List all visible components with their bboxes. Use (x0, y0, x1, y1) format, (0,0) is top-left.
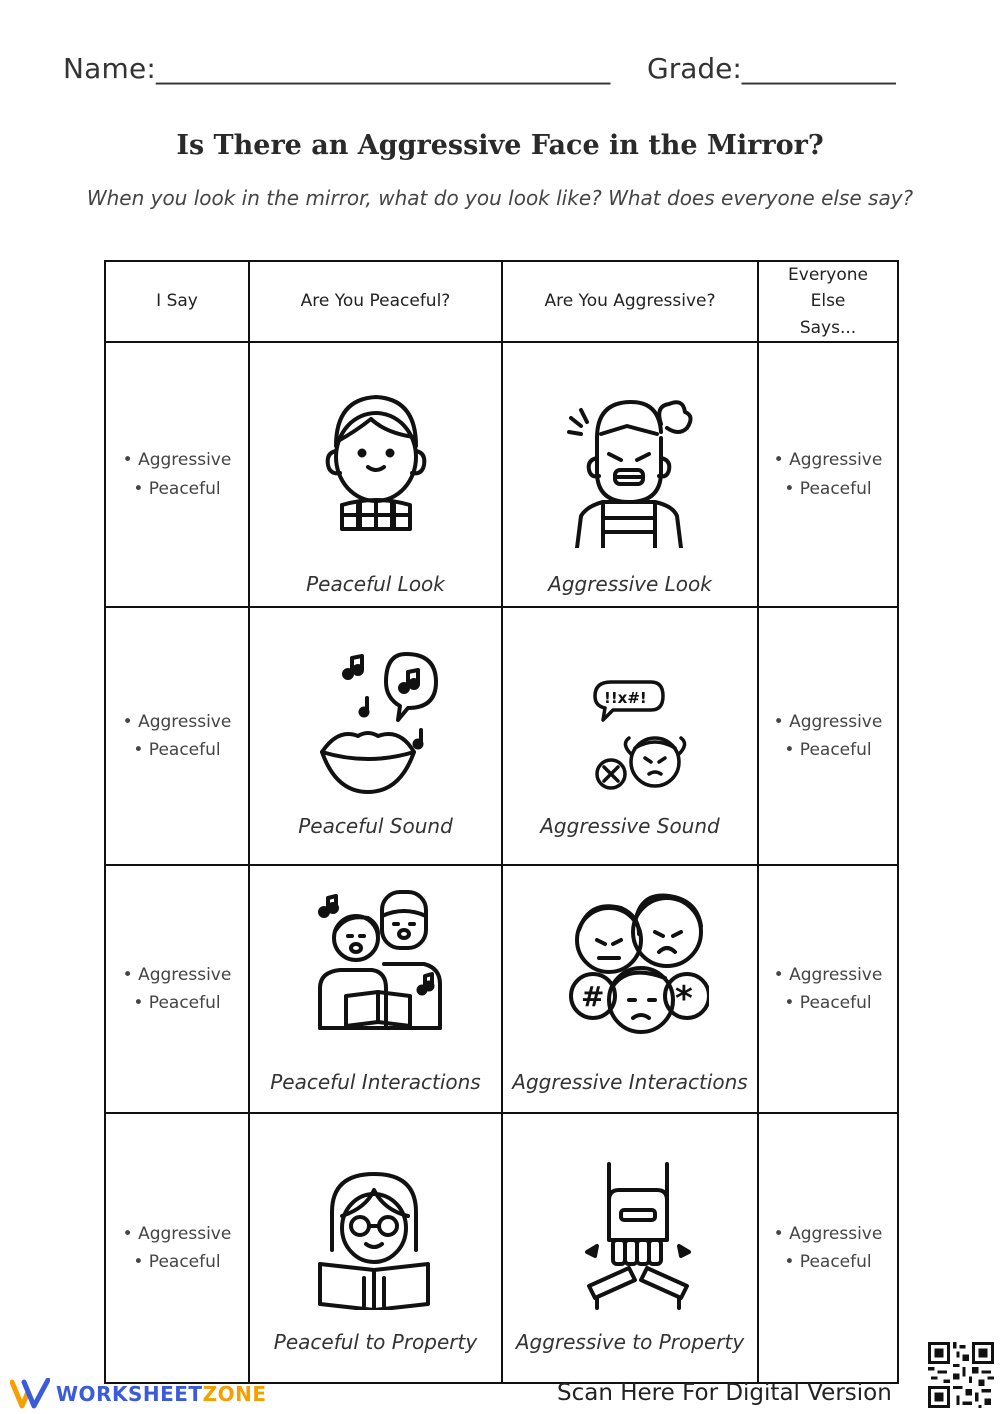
table-header-row (105, 261, 898, 342)
option-peaceful[interactable]: • Peaceful (133, 740, 221, 761)
aggressive-cell (502, 342, 758, 607)
choir-singers-icon (316, 888, 446, 1038)
option-peaceful[interactable]: • Peaceful (133, 993, 221, 1014)
aggressive-caption: Aggressive Sound (540, 814, 720, 839)
name-field-label: Name:________________________________ (63, 52, 611, 85)
aggressive-cell (502, 607, 758, 865)
option-aggressive[interactable]: • Aggressive (773, 1223, 883, 1244)
col-header-everyone-says-label: Everyone Else Says... (788, 265, 868, 338)
option-aggressive[interactable]: • Aggressive (773, 711, 883, 732)
qr-code-icon[interactable] (928, 1342, 994, 1408)
col-header-aggressive: Are You Aggressive? (502, 261, 758, 342)
aggressive-caption: Aggressive to Property (515, 1330, 745, 1355)
col-header-everyone-says (758, 261, 898, 342)
svg-text:*: * (675, 979, 693, 1020)
peaceful-cell (249, 1113, 502, 1383)
grade-field-label: Grade:___________ (647, 52, 896, 85)
everyone-says-options (758, 342, 898, 607)
scan-instruction: Scan Here For Digital Version (557, 1380, 892, 1406)
logo-text-zone: ZONE (202, 1382, 267, 1406)
option-peaceful[interactable]: • Peaceful (784, 478, 872, 499)
peaceful-caption: Peaceful Look (306, 572, 445, 597)
option-aggressive[interactable]: • Aggressive (773, 964, 883, 985)
singing-lips-icon (318, 648, 448, 798)
table-row (105, 865, 898, 1113)
peaceful-cell (249, 865, 502, 1113)
peaceful-caption: Peaceful Sound (298, 814, 453, 839)
aggressive-caption: Aggressive Look (548, 572, 712, 597)
option-peaceful[interactable]: • Peaceful (784, 1252, 872, 1273)
swearing-child-icon (591, 678, 701, 798)
i-say-options (105, 342, 249, 607)
option-peaceful[interactable]: • Peaceful (784, 993, 872, 1014)
peaceful-cell (249, 607, 502, 865)
option-peaceful[interactable]: • Peaceful (133, 478, 221, 499)
col-header-peaceful: Are You Peaceful? (249, 261, 502, 342)
table-row (105, 342, 898, 607)
angry-boy-icon (567, 398, 697, 548)
svg-text:!!x#!: !!x#! (604, 689, 647, 708)
col-header-i-say: I Say (105, 261, 249, 342)
table-row (105, 1113, 898, 1383)
everyone-says-options (758, 865, 898, 1113)
svg-text:#: # (581, 980, 605, 1014)
everyone-says-options (758, 1113, 898, 1383)
i-say-options (105, 865, 249, 1113)
option-peaceful[interactable]: • Peaceful (133, 1252, 221, 1273)
worksheetzone-logo (10, 1378, 266, 1410)
w-logo-icon (10, 1378, 50, 1410)
option-aggressive[interactable]: • Aggressive (122, 711, 232, 732)
option-peaceful[interactable]: • Peaceful (784, 740, 872, 761)
peaceful-cell (249, 342, 502, 607)
option-aggressive[interactable]: • Aggressive (122, 450, 232, 471)
everyone-says-options (758, 607, 898, 865)
option-aggressive[interactable]: • Aggressive (773, 450, 883, 471)
page-title: Is There an Aggressive Face in the Mirror? (176, 130, 824, 161)
peaceful-boy-icon (316, 391, 436, 541)
option-aggressive[interactable]: • Aggressive (122, 964, 232, 985)
fist-breaking-wood-icon (583, 1160, 693, 1310)
worksheet-table (104, 260, 899, 1384)
girl-reading-book-icon (316, 1170, 436, 1310)
page-subtitle: When you look in the mirror, what do you look like? What does everyone else say? (86, 186, 914, 210)
option-aggressive[interactable]: • Aggressive (122, 1223, 232, 1244)
peaceful-caption: Peaceful Interactions (270, 1070, 481, 1095)
peaceful-caption: Peaceful to Property (273, 1330, 478, 1355)
logo-text-worksheet: WORKSHEET (56, 1382, 203, 1406)
i-say-options (105, 1113, 249, 1383)
aggressive-cell (502, 1113, 758, 1383)
aggressive-cell (502, 865, 758, 1113)
aggressive-caption: Aggressive Interactions (512, 1070, 748, 1095)
table-row (105, 607, 898, 865)
arguing-group-icon (569, 880, 709, 1050)
i-say-options (105, 607, 249, 865)
